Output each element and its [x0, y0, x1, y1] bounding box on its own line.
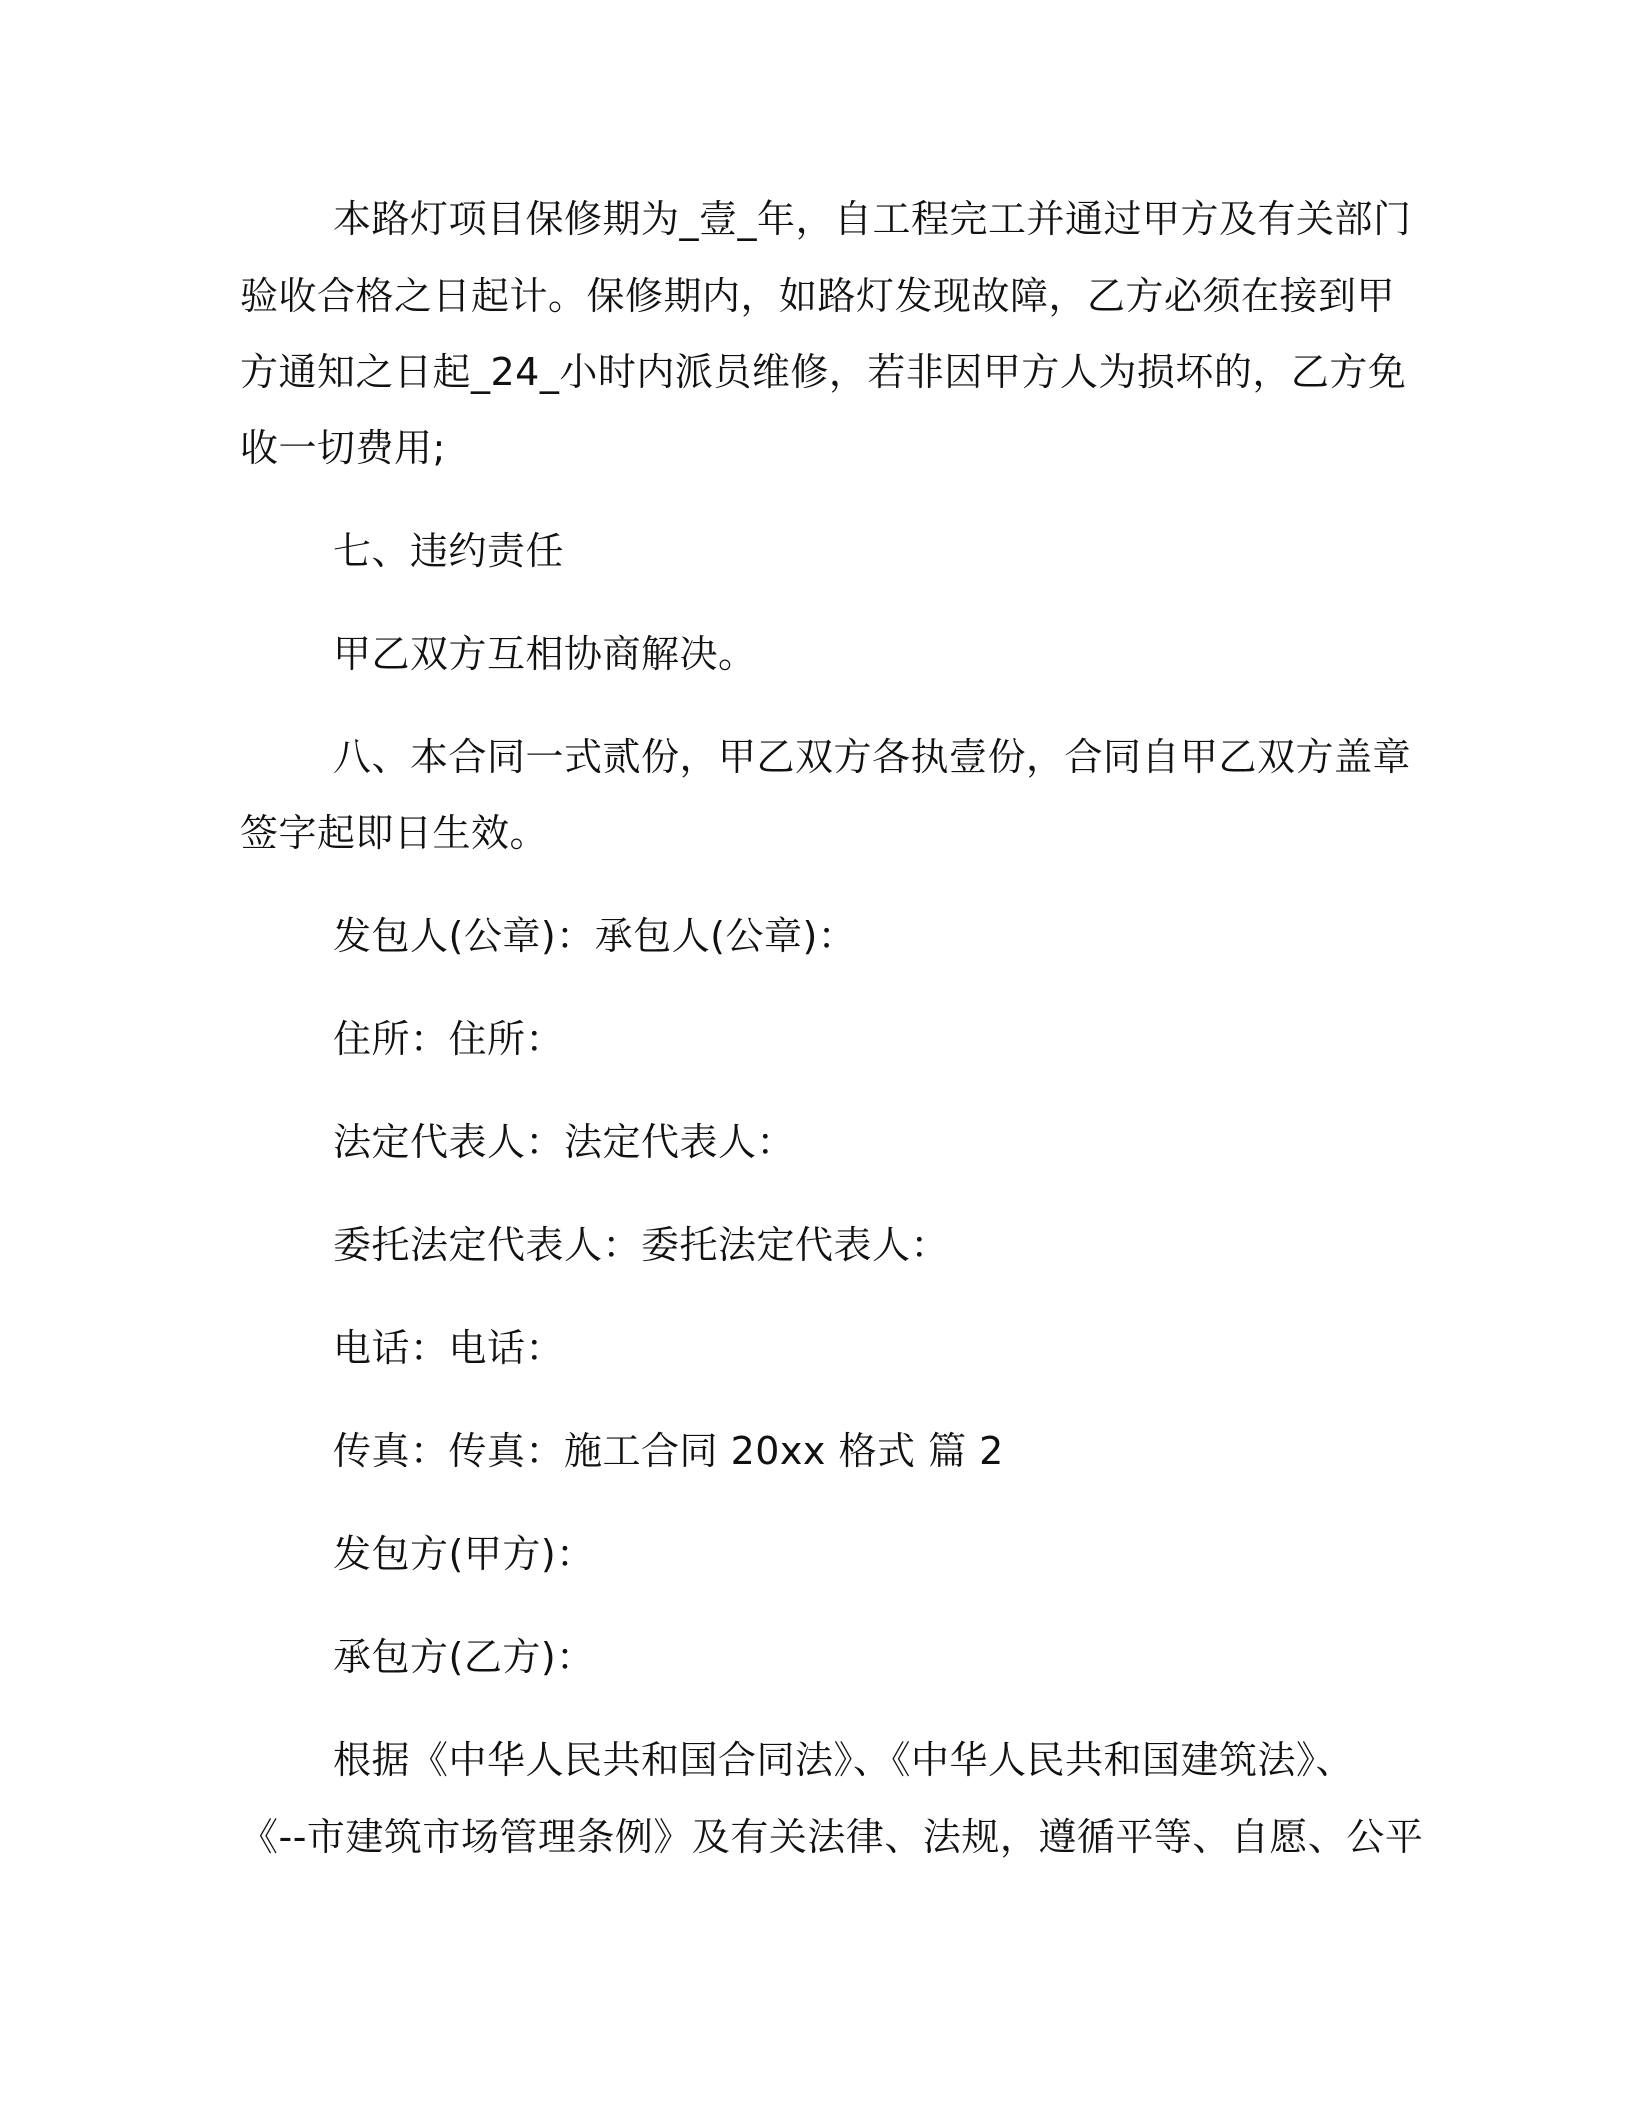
warranty-paragraph-line-3: 方通知之日起_24_小时内派员维修，若非因甲方人为损坏的，乙方免	[240, 350, 1407, 394]
copies-paragraph-line-1: 八、本合同一式贰份，甲乙双方各执壹份，合同自甲乙双方盖章	[333, 735, 1412, 779]
breach-paragraph: 甲乙双方互相协商解决。	[333, 632, 757, 676]
signature-authorized-rep-line: 委托法定代表人：委托法定代表人：	[333, 1223, 950, 1267]
signature-phone-line: 电话：电话：	[333, 1326, 565, 1370]
signature-fax-line: 传真：传真：施工合同 20xx 格式 篇 2	[333, 1429, 1004, 1473]
section-heading-breach-liability: 七、违约责任	[333, 529, 565, 573]
signature-address-line: 住所：住所：	[333, 1017, 565, 1061]
copies-paragraph-line-2: 签字起即日生效。	[240, 811, 549, 855]
warranty-paragraph-line-1: 本路灯项目保修期为_壹_年，自工程完工并通过甲方及有关部门	[333, 197, 1412, 241]
warranty-paragraph-line-2: 验收合格之日起计。保修期内，如路灯发现故障，乙方必须在接到甲	[240, 274, 1396, 318]
legal-basis-paragraph-line-1: 根据《中华人民共和国合同法》、《中华人民共和国建筑法》、	[333, 1738, 1355, 1782]
employer-party-line: 发包方(甲方)：	[333, 1532, 595, 1576]
signature-legal-rep-line: 法定代表人：法定代表人：	[333, 1120, 796, 1164]
legal-basis-paragraph-line-2: 《--市建筑市场管理条例》及有关法律、法规，遵循平等、自愿、公平	[240, 1815, 1424, 1859]
signature-seal-line: 发包人(公章)：承包人(公章)：	[333, 914, 857, 958]
warranty-paragraph-line-4: 收一切费用;	[240, 426, 446, 470]
contractor-party-line: 承包方(乙方)：	[333, 1635, 595, 1679]
